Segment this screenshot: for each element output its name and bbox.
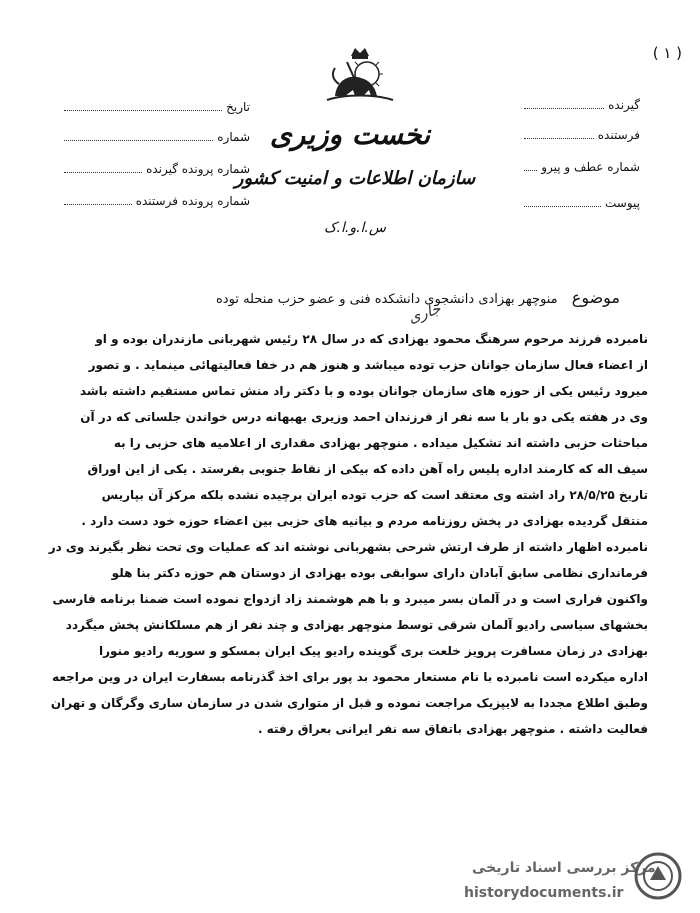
recipient-field bbox=[520, 98, 640, 112]
field-line bbox=[524, 98, 604, 109]
letterhead-organization: سازمان اطلاعات و امنیت کشور bbox=[234, 168, 476, 189]
sender-field bbox=[520, 128, 640, 142]
letterhead-code: س.ا.و.ا.ک bbox=[324, 220, 386, 236]
field-line bbox=[524, 128, 594, 139]
field-line bbox=[524, 196, 601, 207]
body-line: میرود رئیس یکی از حوزه های سازمان جوانان بوده و با دکتر راد منش تماس مستقیم داشته باشد bbox=[79, 384, 648, 398]
body-line: وطبق اطلاع مجددا به لایپزیک مراجعت نموده و قبل از متواری شدن در سازمان ساری وگرگان و تهران bbox=[50, 696, 648, 710]
field-label: شماره عطف و پیرو bbox=[541, 160, 640, 174]
subject-label: موضوع bbox=[571, 288, 620, 307]
field-line bbox=[64, 162, 142, 173]
body-line: نامبرده اظهار داشته از طرف ارتش شرحی بشهربانی نوشته اند که عملیات وی تحت نظر بگیرند وی در bbox=[48, 540, 648, 554]
body-line: سیف اله که کارمند اداره پلیس راه آهن داده که بیکی از نقاط جنوبی بفرستد . یکی از این اوراق bbox=[87, 462, 648, 476]
subject-text: منوچهر بهزادی دانشجوی دانشکده فنی و عضو حزب منحله توده bbox=[216, 292, 558, 307]
reference-number-field bbox=[520, 160, 640, 174]
body-line: واکنون فراری است و در آلمان بسر میبرد و با هم هوشمند زاد ازدواج نموده است ضمنا برنامه فارسی bbox=[52, 592, 648, 606]
field-label: شماره پرونده گیرنده bbox=[146, 162, 250, 176]
field-line bbox=[524, 160, 537, 171]
handwritten-note: جاری bbox=[406, 299, 443, 327]
body-line: نامبرده فرزند مرحوم سرهنگ محمود بهزادی که در سال ۲۸ رئیس شهربانی مازندران بوده و او bbox=[95, 332, 648, 346]
body-line: بخشهای سیاسی رادیو آلمان شرقی توسط منوچهر بهزادی و چند نفر از هم مسلکانش پخش میگردد bbox=[65, 618, 648, 632]
body-line: مباحثات حزبی داشته اند تشکیل میداده . منوچهر بهزادی مقداری از اعلامیه های حزبی را به bbox=[113, 436, 648, 450]
field-label: شماره پرونده فرستنده bbox=[135, 194, 250, 208]
field-label: پیوست bbox=[605, 196, 640, 210]
recipient-file-number-field bbox=[60, 162, 250, 176]
body-line: تاریخ ۲۸/۵/۲۵ راد اشته وی معتقد است که حزب توده ایران برچیده نشده بلکه مرکز آن بپاریس bbox=[101, 488, 648, 502]
lion-and-sun-emblem-icon bbox=[325, 44, 395, 108]
letterhead-title: نخست وزیری bbox=[269, 118, 431, 151]
watermark-text: مرکز بررسی اسناد تاریخی bbox=[472, 860, 656, 876]
body-line: از اعضاء فعال سازمان جوانان حزب توده میباشد و هنوز هم در خفا فعالیتهائی مینماید . و تصور bbox=[88, 358, 648, 372]
field-line bbox=[64, 130, 213, 141]
body-line: اداره میکرده است نامبرده با نام مستعار محمود بد پور برای اخذ گذرنامه بسفارت ایران در وین مراجعه bbox=[52, 670, 648, 684]
watermark-url: historydocuments.ir bbox=[464, 885, 624, 901]
field-label: گیرنده bbox=[608, 98, 640, 112]
body-text bbox=[48, 326, 648, 742]
body-line: فعالیت داشته . منوچهر بهزادی باتفاق سه نفر ایرانی بعراق رفته . bbox=[257, 722, 648, 736]
field-line bbox=[64, 194, 132, 205]
number-field bbox=[60, 130, 250, 144]
archive-seal-icon bbox=[634, 852, 682, 900]
date-field bbox=[60, 100, 250, 114]
subject-line bbox=[216, 288, 620, 307]
field-label: تاریخ bbox=[226, 100, 250, 114]
sender-file-number-field bbox=[60, 194, 250, 208]
body-line: منتقل گردیده بهزادی در پخش روزنامه مردم و بیانیه های حزبی بین اعضاء حوزه خود دست دارد . bbox=[81, 514, 648, 528]
body-line: وی در هفته یکی دو بار با سه نفر از فرزندان احمد وزیری بهبهانه درس خواندن جلساتی که در آن bbox=[80, 410, 648, 424]
page-number: ( ۱ ) bbox=[652, 44, 682, 62]
attachment-field bbox=[520, 196, 640, 210]
body-line: فرمانداری نظامی سابق آبادان دارای سوابقی بوده بهزادی از دوستان هم حوزه دکتر بنا هلو bbox=[111, 566, 648, 580]
body-line: بهزادی در زمان مسافرت پرویز خلعت بری گوینده رادیو پیک ایران بمسکو و سوریه رادیو منورا bbox=[99, 644, 648, 658]
field-label: فرستنده bbox=[597, 128, 640, 142]
field-line bbox=[64, 100, 222, 111]
field-label: شماره bbox=[217, 130, 250, 144]
